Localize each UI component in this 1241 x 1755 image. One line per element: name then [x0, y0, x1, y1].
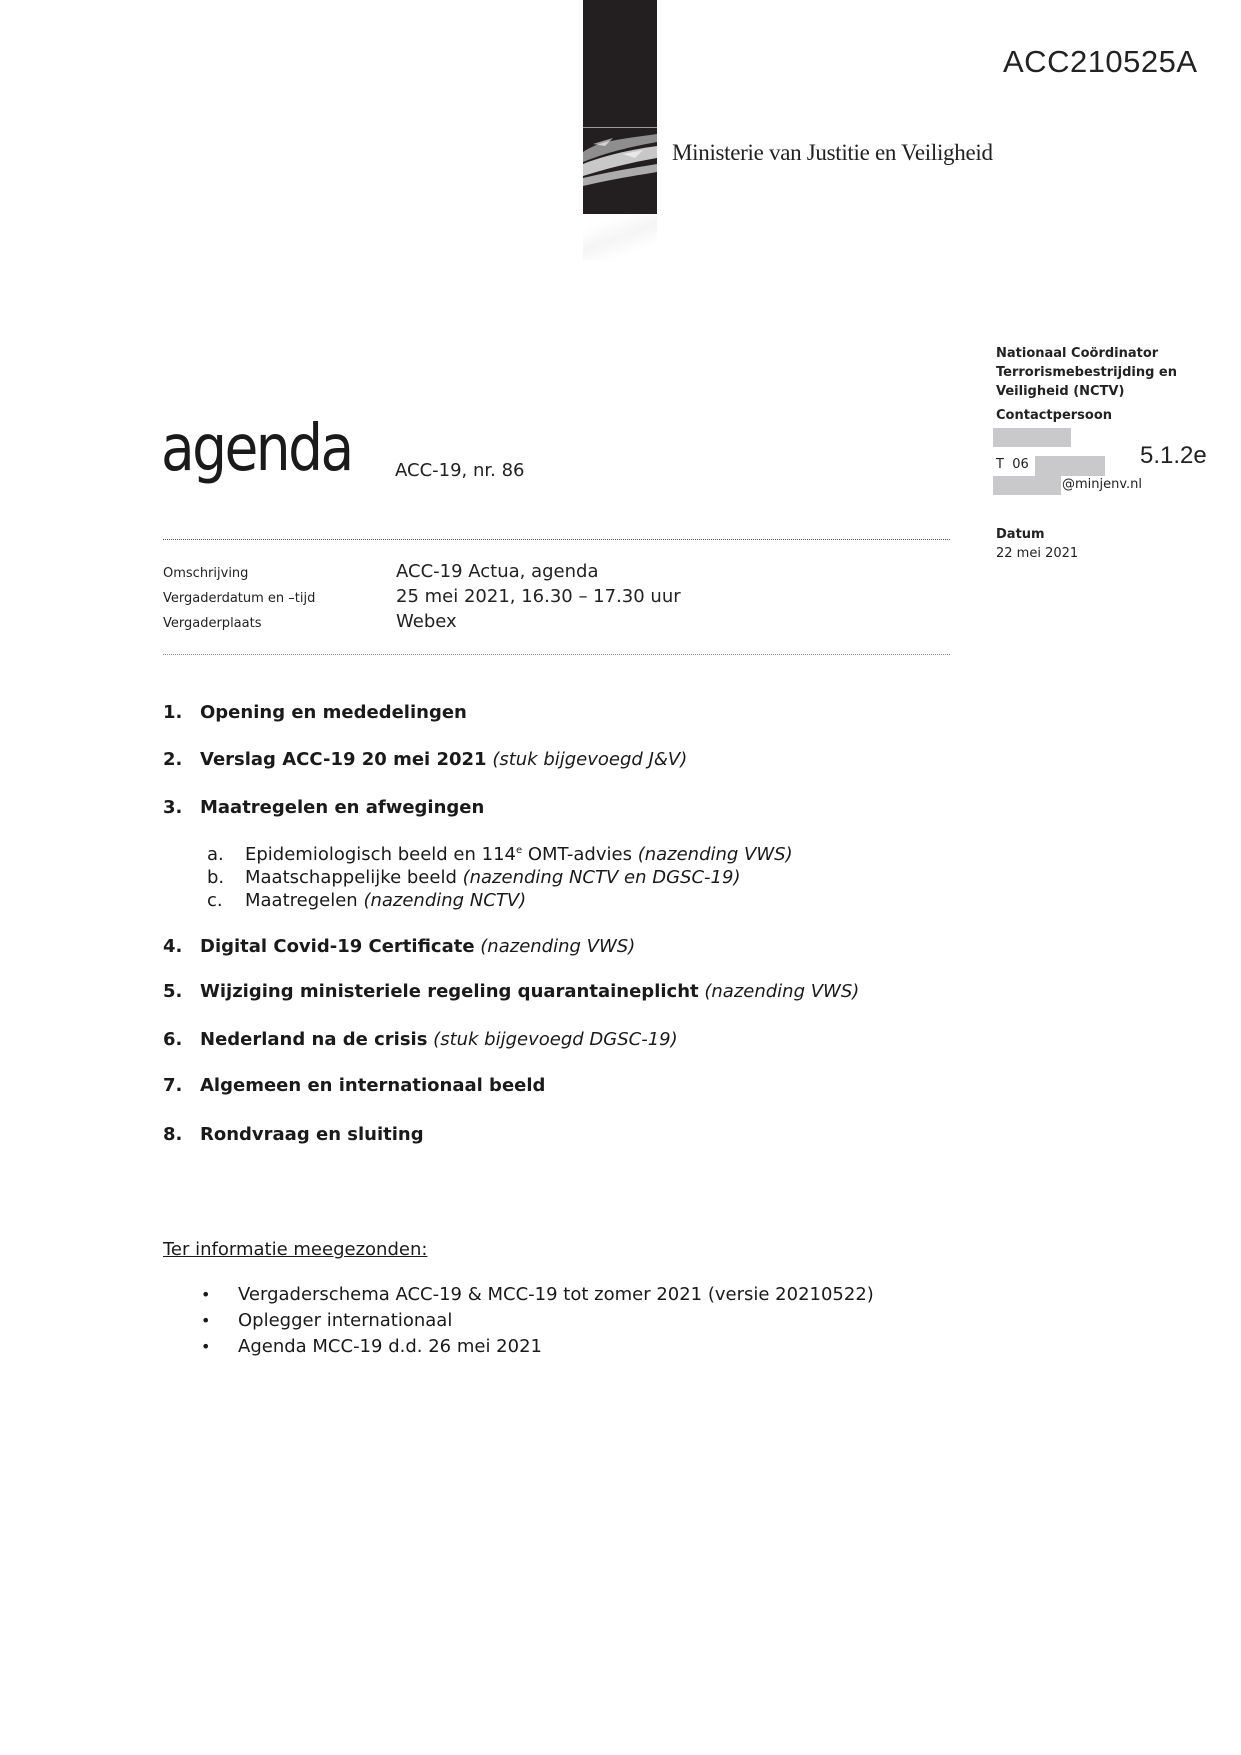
agenda-item-number: 1. — [163, 702, 183, 723]
agenda-item-text: Algemeen en internationaal beeld — [200, 1075, 546, 1096]
info-list-item — [201, 1336, 542, 1357]
agenda-item-number: 7. — [163, 1075, 183, 1096]
agenda-item-number: 4. — [163, 936, 183, 957]
sidebar-organisation — [996, 344, 1177, 401]
agenda-item-number: 5. — [163, 981, 183, 1002]
agenda-item-note: (nazending VWS) — [704, 981, 860, 1002]
logo-texture-icon — [583, 132, 657, 194]
agenda-item-note: (nazending VWS) — [480, 936, 636, 957]
agenda-item — [163, 1029, 678, 1050]
info-list-item — [201, 1284, 874, 1305]
organisation-line: Nationaal Coördinator — [996, 346, 1159, 361]
info-item-text: Vergaderschema ACC-19 & MCC-19 tot zomer 2021 (versie 20210522) — [238, 1284, 874, 1305]
agenda-item-text: Wijziging ministeriele regeling quarantaineplicht — [200, 981, 699, 1002]
redaction-block — [993, 476, 1061, 495]
agenda-item-number: 3. — [163, 797, 183, 818]
agenda-item — [163, 797, 484, 818]
agenda-item — [163, 1124, 424, 1145]
divider-dotted — [163, 539, 950, 540]
organisation-line: Veiligheid (NCTV) — [996, 384, 1125, 399]
sub-item-letter: b. — [207, 867, 225, 888]
sub-item-note: (nazending NCTV) — [363, 890, 527, 911]
info-item-text: Oplegger internationaal — [238, 1310, 453, 1331]
info-heading: Ter informatie meegezonden: — [163, 1239, 428, 1260]
logo-divider — [583, 127, 657, 128]
agenda-item-text: Digital Covid-19 Certificate — [200, 936, 475, 957]
agenda-item-text: Nederland na de crisis — [200, 1029, 428, 1050]
bullet-icon: • — [201, 1337, 211, 1356]
agenda-sub-item — [207, 867, 740, 888]
document-code: ACC210525A — [1003, 44, 1198, 79]
sub-item-text: OMT-advies — [522, 844, 638, 865]
agenda-item — [163, 981, 859, 1002]
ministry-name: Ministerie van Justitie en Veiligheid — [672, 140, 993, 165]
agenda-item-text: Verslag ACC-19 20 mei 2021 — [200, 749, 487, 770]
logo-reflection — [583, 214, 657, 260]
agenda-item-note: (stuk bijgevoegd DGSC-19) — [433, 1029, 678, 1050]
agenda-item-number: 8. — [163, 1124, 183, 1145]
bullet-icon: • — [201, 1311, 211, 1330]
organisation-line: Terrorismebestrijding en — [996, 365, 1177, 380]
sub-item-text: Maatregelen — [245, 890, 364, 911]
meta-value: 25 mei 2021, 16.30 – 17.30 uur — [396, 586, 681, 607]
agenda-item-number: 2. — [163, 749, 183, 770]
sub-item-letter: a. — [207, 844, 224, 865]
page-subtitle: ACC-19, nr. 86 — [395, 460, 525, 481]
phone-prefix: T 06 — [996, 457, 1029, 472]
page-title: agenda — [161, 412, 352, 486]
superscript: e — [515, 845, 523, 856]
agenda-item-note: (stuk bijgevoegd J&V) — [492, 749, 688, 770]
sub-item-text: Epidemiologisch beeld en 114 — [245, 844, 516, 865]
bullet-icon: • — [201, 1285, 211, 1304]
divider-dotted — [163, 654, 950, 655]
sub-item-letter: c. — [207, 890, 223, 911]
agenda-sub-item — [207, 844, 793, 865]
date-label: Datum — [996, 527, 1045, 542]
redaction-block — [993, 428, 1071, 447]
redaction-code: 5.1.2e — [1140, 442, 1207, 469]
info-list-item — [201, 1310, 452, 1331]
sub-item-note: (nazending NCTV en DGSC-19) — [462, 867, 741, 888]
agenda-item — [163, 702, 467, 723]
meta-value: ACC-19 Actua, agenda — [396, 561, 599, 582]
agenda-item-text: Maatregelen en afwegingen — [200, 797, 485, 818]
meta-label: Omschrijving — [163, 566, 249, 581]
agenda-item — [163, 749, 687, 770]
agenda-item-text: Rondvraag en sluiting — [200, 1124, 424, 1145]
ministry-logo-bar — [583, 0, 657, 214]
meta-label: Vergaderplaats — [163, 616, 262, 631]
agenda-sub-item — [207, 890, 526, 911]
agenda-item-number: 6. — [163, 1029, 183, 1050]
agenda-item-text: Opening en mededelingen — [200, 702, 467, 723]
sub-item-text: Maatschappelijke beeld — [245, 867, 463, 888]
meta-label: Vergaderdatum en –tijd — [163, 591, 316, 606]
contact-label: Contactpersoon — [996, 408, 1113, 423]
agenda-item — [163, 936, 635, 957]
redaction-block — [1035, 456, 1105, 476]
email-suffix: @minjenv.nl — [1062, 477, 1143, 492]
agenda-item — [163, 1075, 545, 1096]
sub-item-note: (nazending VWS) — [637, 844, 793, 865]
info-item-text: Agenda MCC-19 d.d. 26 mei 2021 — [238, 1336, 542, 1357]
date-value: 22 mei 2021 — [996, 546, 1079, 561]
meta-value: Webex — [396, 611, 457, 632]
